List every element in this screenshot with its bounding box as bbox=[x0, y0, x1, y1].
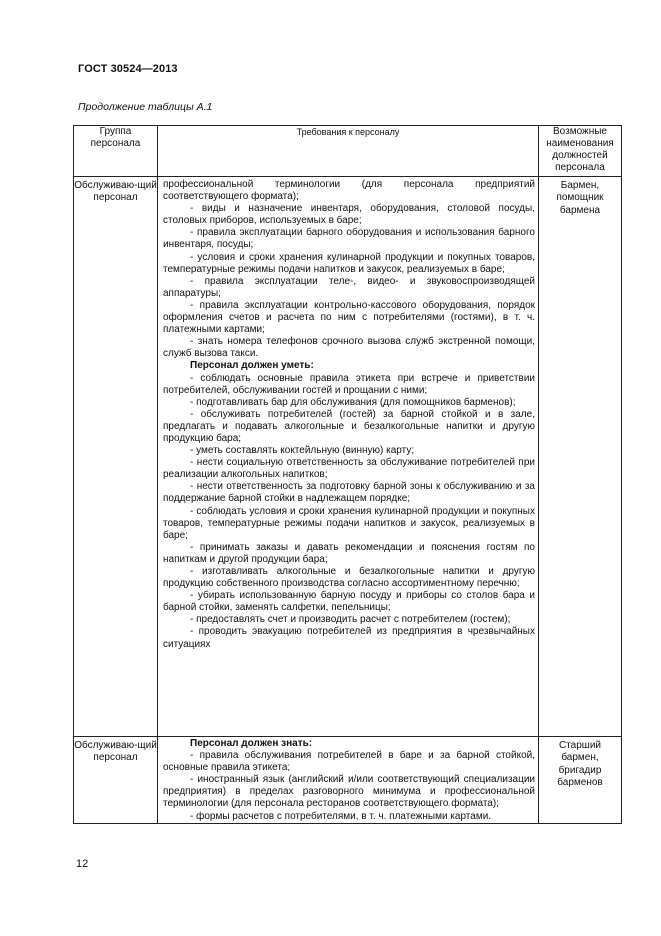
requirement-line: - соблюдать условия и сроки хранения кулинарной продукции и покупных товаров, температурные режимы подачи напитков и закусок, реализуемых в баре; bbox=[163, 505, 535, 541]
requirement-subheading: Персонал должен знать: bbox=[190, 738, 313, 749]
requirement-line: - знать номера телефонов срочного вызова служб экстренной помощи, служб вызова такси. bbox=[163, 336, 535, 360]
header-positions: Возможные наименования должностей персонала bbox=[539, 126, 622, 177]
requirement-line: - правила эксплуатации контрольно-кассового оборудования, порядок оформления счетов и расчета по ним с потребителями (гостями), в т. ч. платежными картами; bbox=[163, 299, 535, 336]
requirement-line: - обслуживать потребителей (гостей) за барной стойкой и в зале, предлагать и подавать алкогольные и безалкогольные напитки и другую продукцию бара; bbox=[163, 408, 535, 444]
requirements-cell bbox=[158, 177, 539, 737]
requirement-line: - нести ответственность за подготовку барной зоны к обслуживанию и за поддержание барной стойки в надлежащем порядке; bbox=[163, 481, 535, 505]
positions-cell: Бармен, помощник бармена bbox=[539, 177, 622, 737]
header-group: Группа персонала bbox=[74, 126, 158, 177]
requirement-line: - условия и сроки хранения кулинарной продукции и покупных товаров, температурные режимы подачи напитков и закусок, реализуемых в баре; bbox=[163, 251, 535, 275]
group-cell: Обслуживаю-щий персонал bbox=[74, 737, 158, 824]
group-cell: Обслуживаю-щий персонал bbox=[74, 177, 158, 737]
requirement-line: - соблюдать основные правила этикета при встрече и приветствии потребителей, обслуживании гостей и прощании с ними; bbox=[163, 372, 535, 396]
requirement-line: профессиональной терминологии (для персонала предприятий соответствующего формата); bbox=[163, 179, 535, 203]
requirement-subheading: Персонал должен уметь: bbox=[190, 360, 314, 372]
requirement-line: - правила эксплуатации теле-, видео- и звуковоспроизводящей аппаратуры; bbox=[163, 275, 535, 299]
header-requirements: Требования к персоналу bbox=[158, 126, 539, 177]
page-number: 12 bbox=[76, 858, 89, 870]
table-header-row bbox=[74, 126, 622, 177]
requirements-table bbox=[73, 125, 622, 824]
requirement-line: - подготавливать бар для обслуживания (для помощников барменов); bbox=[190, 396, 516, 408]
requirement-line: - проводить эвакуацию потребителей из предприятия в чрезвычайных ситуациях bbox=[163, 626, 535, 650]
requirements-cell bbox=[158, 737, 539, 824]
document-code: ГОСТ 30524—2013 bbox=[78, 63, 178, 75]
requirement-line: - виды и назначение инвентаря, оборудования, столовой посуды, столовых приборов, используемых в баре; bbox=[163, 203, 535, 227]
requirement-line: - нести социальную ответственность за обслуживание потребителей при реализации алкогольных напитков; bbox=[163, 457, 535, 481]
requirement-line: - иностранный язык (английский и/или соответствующий специализации предприятия) в пределах разговорного минимума и профессиональной терминологии (для персонала ресторанов соответствующего формата); bbox=[163, 774, 535, 810]
positions-cell: Старший бармен, бригадир барменов bbox=[539, 737, 622, 824]
requirement-line: - предоставлять счет и производить расчет с потребителем (гостем); bbox=[190, 614, 511, 626]
requirement-line: - формы расчетов с потребителями, в т. ч. платежными картами. bbox=[190, 810, 492, 822]
requirement-line: - правила эксплуатации барного оборудования и использования барного инвентаря, посуды; bbox=[163, 227, 535, 251]
table-continuation-caption: Продолжение таблицы А.1 bbox=[78, 101, 213, 113]
requirement-line: - правила обслуживания потребителей в баре и за барной стойкой, основные правила этикета; bbox=[163, 750, 535, 774]
table-row bbox=[74, 737, 622, 824]
table-row bbox=[74, 177, 622, 737]
requirement-line: - принимать заказы и давать рекомендации и пояснения гостям по напиткам и другой продукции бара; bbox=[163, 541, 535, 565]
requirement-line: - убирать использованную барную посуду и приборы со столов бара и барной стойки, заменять салфетки, пепельницы; bbox=[163, 590, 535, 614]
requirement-line: - уметь составлять коктейльную (винную) карту; bbox=[190, 445, 415, 457]
requirement-line: - изготавливать алкогольные и безалкогольные напитки и другую продукцию собственного производства согласно ассортиментному перечню; bbox=[163, 566, 535, 590]
